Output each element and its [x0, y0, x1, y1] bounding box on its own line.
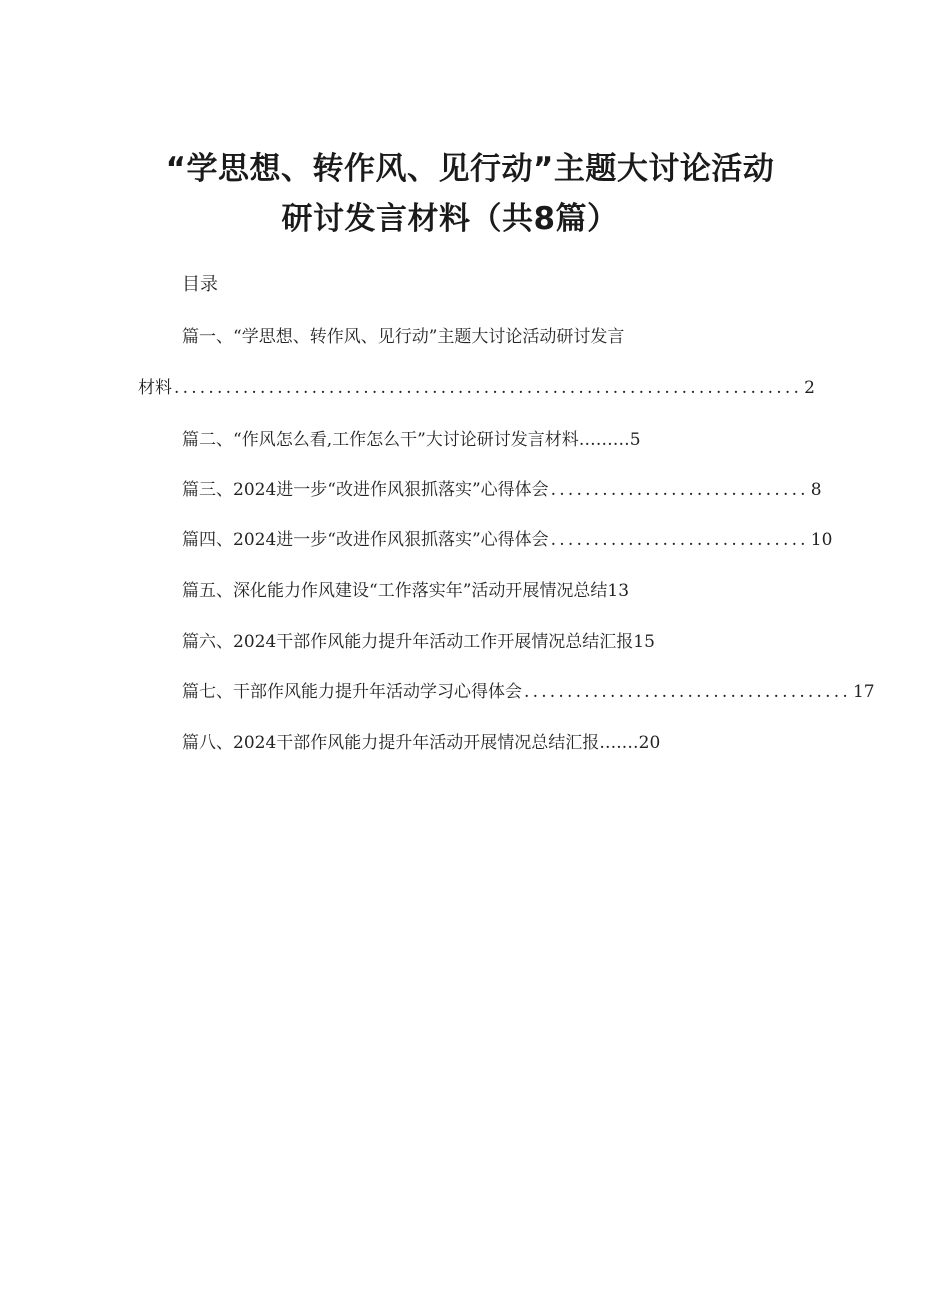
toc-entry-2[interactable]: 篇二、“作风怎么看,工作怎么干”大讨论研讨发言材料………5	[182, 430, 641, 450]
toc-entry-1-page-number: 2	[804, 378, 815, 398]
toc-entry-1-text: 材料	[138, 378, 172, 398]
toc-entry-6[interactable]: 篇六、2024干部作风能力提升年活动工作开展情况总结汇报15	[182, 632, 655, 652]
toc-entry-7-leader: ......................................	[524, 682, 851, 702]
toc-entry-1-leader: .........................................................................	[174, 378, 803, 398]
toc-entry-3-leader: ..............................	[550, 480, 809, 500]
toc-entry-4-page-number: 10	[810, 530, 833, 550]
toc-entry-1-line-1[interactable]: 篇一、“学思想、转作风、见行动”主题大讨论活动研讨发言	[182, 327, 625, 347]
toc-entry-7-text: 篇七、干部作风能力提升年活动学习心得体会	[182, 682, 522, 702]
toc-entry-7-page-number: 17	[852, 682, 875, 702]
toc-entry-4[interactable]	[182, 525, 833, 550]
toc-entry-1-line-2[interactable]	[138, 373, 815, 398]
document-title-line-1: “学思想、转作风、见行动”主题大讨论活动	[165, 151, 775, 187]
toc-entry-3-page-number: 8	[810, 480, 822, 500]
toc-entry-8[interactable]: 篇八、2024干部作风能力提升年活动开展情况总结汇报….…20	[182, 733, 661, 753]
toc-entry-3[interactable]	[182, 475, 822, 500]
toc-entry-4-leader: ..............................	[550, 530, 809, 550]
toc-entry-4-text: 篇四、2024进一步“改进作风狠抓落实”心得体会	[182, 530, 549, 550]
toc-entry-5[interactable]: 篇五、深化能力作风建设“工作落实年”活动开展情况总结13	[182, 581, 630, 601]
toc-heading: 目录	[182, 274, 218, 295]
toc-entry-3-text: 篇三、2024进一步“改进作风狠抓落实”心得体会	[182, 480, 549, 500]
toc-entry-7[interactable]	[182, 677, 875, 702]
document-title-line-2: 研讨发言材料（共8篇）	[281, 201, 619, 237]
